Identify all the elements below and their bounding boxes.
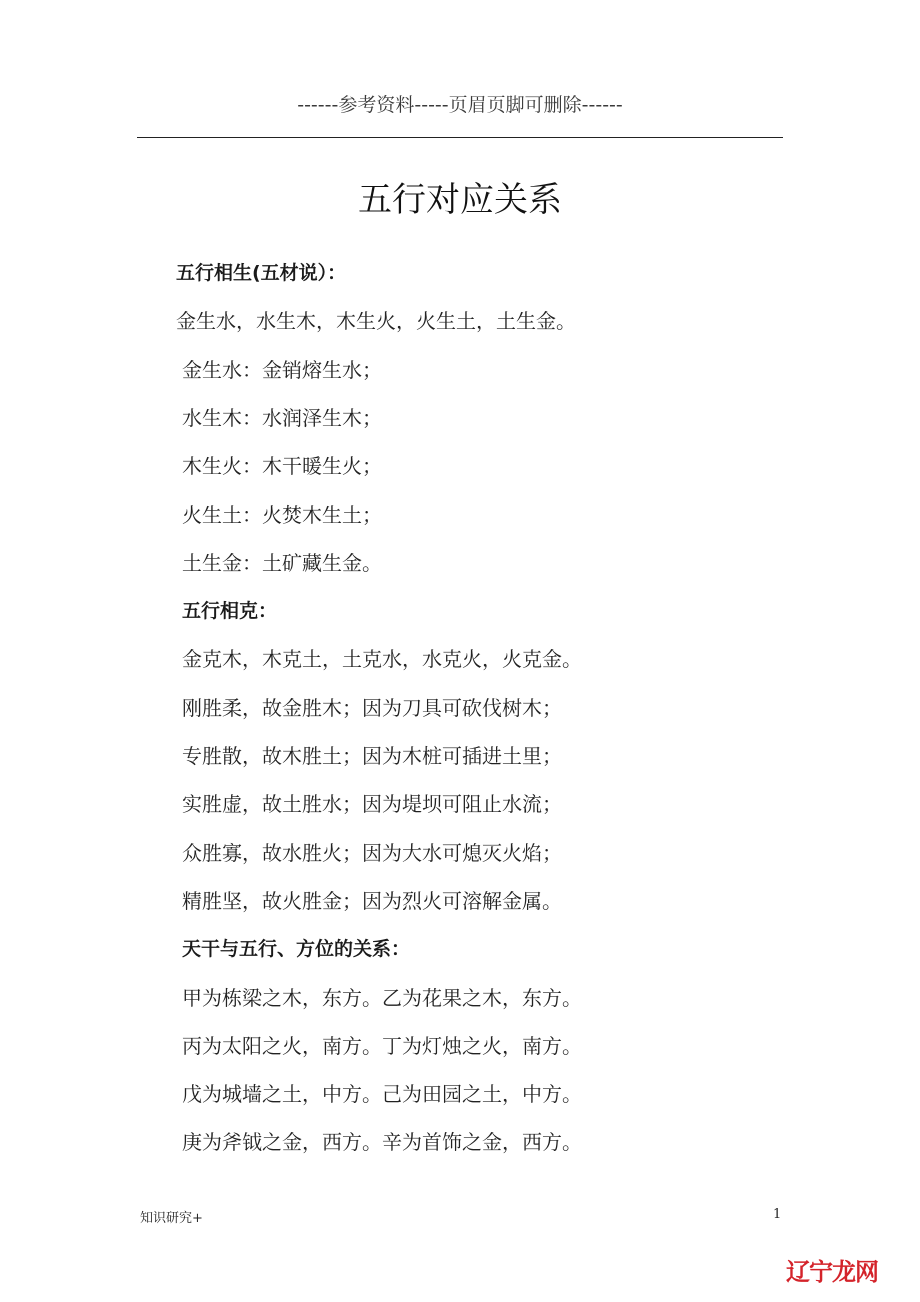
- text-line: 刚胜柔，故金胜木；因为刀具可砍伐树木；: [182, 695, 562, 720]
- page-header: ------参考资料-----页眉页脚可删除------: [297, 94, 623, 116]
- text-line: 土生金：土矿藏生金。: [182, 550, 382, 575]
- header-divider: [137, 137, 783, 138]
- text-line: 水生木：水润泽生木；: [182, 405, 382, 430]
- text-line: 戊为城墙之土，中方。己为田园之土，中方。: [182, 1082, 582, 1107]
- text-line: 庚为斧钺之金，西方。辛为首饰之金，西方。: [182, 1130, 582, 1155]
- text-line: 丙为太阳之火，南方。丁为灯烛之火，南方。: [182, 1033, 582, 1058]
- page-number: 1: [773, 1207, 782, 1222]
- section-heading: 五行相生(五材说）：: [176, 262, 347, 284]
- footer-label: 知识研究+: [140, 1211, 203, 1226]
- section-heading: 天干与五行、方位的关系：: [182, 938, 411, 961]
- text-line: 众胜寡，故水胜火；因为大水可熄灭火焰；: [182, 840, 562, 865]
- text-line: 甲为栋梁之木，东方。乙为花果之木，东方。: [182, 985, 582, 1010]
- watermark-logo: [786, 1252, 886, 1286]
- text-line: 专胜散，故木胜土；因为木桩可插进土里；: [182, 744, 562, 768]
- section-heading: 五行相克：: [182, 600, 278, 623]
- text-line: 金生水，水生木，木生火，火生土，土生金。: [176, 309, 576, 334]
- text-line: 火生土：火焚木生土；: [182, 502, 382, 527]
- text-line: 金克木，木克土，土克水，水克火，火克金。: [182, 647, 582, 672]
- text-line: 实胜虚，故土胜水；因为堤坝可阻止水流；: [182, 792, 562, 817]
- text-line: 金生水：金销熔生水；: [182, 357, 382, 382]
- watermark-text: 辽宁龙网: [786, 1258, 878, 1286]
- text-line: 木生火：木干暖生火；: [182, 454, 382, 479]
- document-title: 五行对应关系: [358, 180, 562, 220]
- text-line: 精胜坚，故火胜金；因为烈火可溶解金属。: [182, 888, 562, 913]
